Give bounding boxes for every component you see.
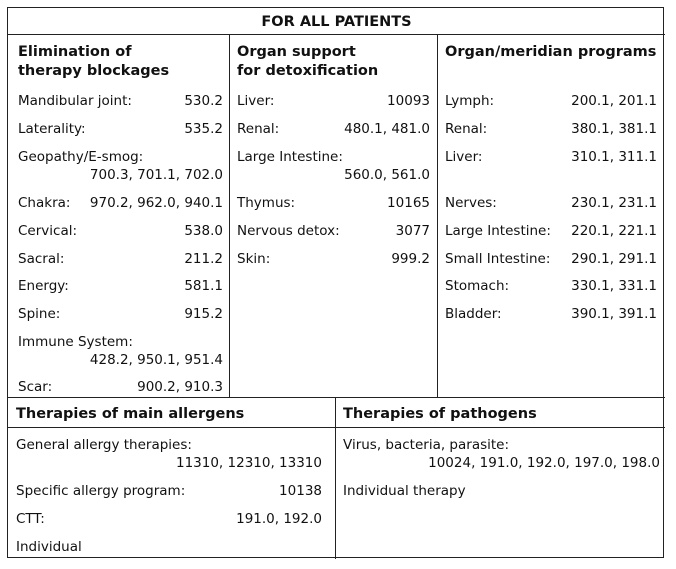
- list-item-label: Nervous detox:: [237, 223, 340, 239]
- list-item-value: 380.1, 381.1: [571, 121, 657, 137]
- list-item-value: 200.1, 201.1: [571, 93, 657, 109]
- list-item-value: 10024, 191.0, 192.0, 197.0, 198.0: [428, 455, 660, 471]
- list-item-value: 330.1, 331.1: [571, 278, 657, 294]
- list-item-label: Small Intestine:: [445, 251, 551, 267]
- list-item-label: Renal:: [445, 121, 488, 137]
- list-item-value: 220.1, 221.1: [571, 223, 657, 239]
- list-item-label: Immune System:: [18, 334, 133, 350]
- list-item-value: 10093: [387, 93, 430, 109]
- list-item-label: Renal:: [237, 121, 280, 137]
- divider: [8, 34, 665, 35]
- list-item-value: 560.0, 561.0: [344, 167, 430, 183]
- list-item-value: 10138: [279, 483, 322, 499]
- list-item-label: Scar:: [18, 379, 53, 395]
- list-item-label: Specific allergy program:: [16, 483, 186, 499]
- list-item-label: Skin:: [237, 251, 271, 267]
- list-item-label: Stomach:: [445, 278, 510, 294]
- list-item-value: 480.1, 481.0: [344, 121, 430, 137]
- list-item-value: 535.2: [184, 121, 223, 137]
- list-item-label: CTT:: [16, 511, 45, 527]
- list-item-value: 970.2, 962.0, 940.1: [89, 195, 223, 211]
- list-item-label: Individual: [16, 539, 82, 555]
- list-item-label: Liver:: [445, 149, 483, 165]
- list-item-label: Cervical:: [18, 223, 78, 239]
- list-item-label: General allergy therapies:: [16, 437, 192, 453]
- divider: [8, 397, 665, 398]
- list-item-label: Individual therapy: [343, 483, 466, 499]
- list-item-value: 581.1: [184, 278, 223, 294]
- patient-therapy-table: [7, 7, 664, 558]
- meridian-header: Organ/meridian programs: [445, 44, 657, 60]
- list-item-value: 310.1, 311.1: [571, 149, 657, 165]
- list-item-value: 999.2: [391, 251, 430, 267]
- list-item-label: Chakra:: [18, 195, 71, 211]
- list-item-label: Lymph:: [445, 93, 495, 109]
- list-item-label: Bladder:: [445, 306, 502, 322]
- pathogens-header: Therapies of pathogens: [343, 406, 537, 422]
- list-item-label: Liver:: [237, 93, 275, 109]
- list-item-value: 538.0: [184, 223, 223, 239]
- divider: [8, 427, 665, 428]
- organ-support-header-line2: for detoxification: [237, 63, 379, 79]
- list-item-label: Thymus:: [237, 195, 296, 211]
- elimination-header-line1: Elimination of: [18, 44, 132, 60]
- list-item-value: 290.1, 291.1: [571, 251, 657, 267]
- list-item-value: 428.2, 950.1, 951.4: [89, 352, 223, 368]
- page-title: FOR ALL PATIENTS: [261, 14, 412, 30]
- list-item-value: 191.0, 192.0: [236, 511, 322, 527]
- divider: [437, 34, 438, 398]
- list-item-label: Large Intestine:: [445, 223, 551, 239]
- list-item-value: 915.2: [184, 306, 223, 322]
- divider: [229, 34, 230, 398]
- list-item-label: Nerves:: [445, 195, 497, 211]
- list-item-value: 900.2, 910.3: [137, 379, 223, 395]
- list-item-label: Mandibular joint:: [18, 93, 132, 109]
- list-item-label: Large Intestine:: [237, 149, 343, 165]
- list-item-label: Geopathy/E-smog:: [18, 149, 144, 165]
- list-item-label: Virus, bacteria, parasite:: [343, 437, 510, 453]
- list-item-value: 530.2: [184, 93, 223, 109]
- list-item-value: 211.2: [184, 251, 223, 267]
- list-item-label: Sacral:: [18, 251, 65, 267]
- list-item-value: 390.1, 391.1: [571, 306, 657, 322]
- list-item-label: Energy:: [18, 278, 69, 294]
- list-item-label: Laterality:: [18, 121, 86, 137]
- list-item-value: 3077: [395, 223, 430, 239]
- list-item-value: 11310, 12310, 13310: [175, 455, 322, 471]
- elimination-header-line2: therapy blockages: [18, 63, 170, 79]
- list-item-value: 10165: [387, 195, 430, 211]
- list-item-value: 700.3, 701.1, 702.0: [89, 167, 223, 183]
- organ-support-header-line1: Organ support: [237, 44, 356, 60]
- list-item-label: Spine:: [18, 306, 61, 322]
- list-item-value: 230.1, 231.1: [571, 195, 657, 211]
- allergens-header: Therapies of main allergens: [16, 406, 245, 422]
- divider: [335, 397, 336, 559]
